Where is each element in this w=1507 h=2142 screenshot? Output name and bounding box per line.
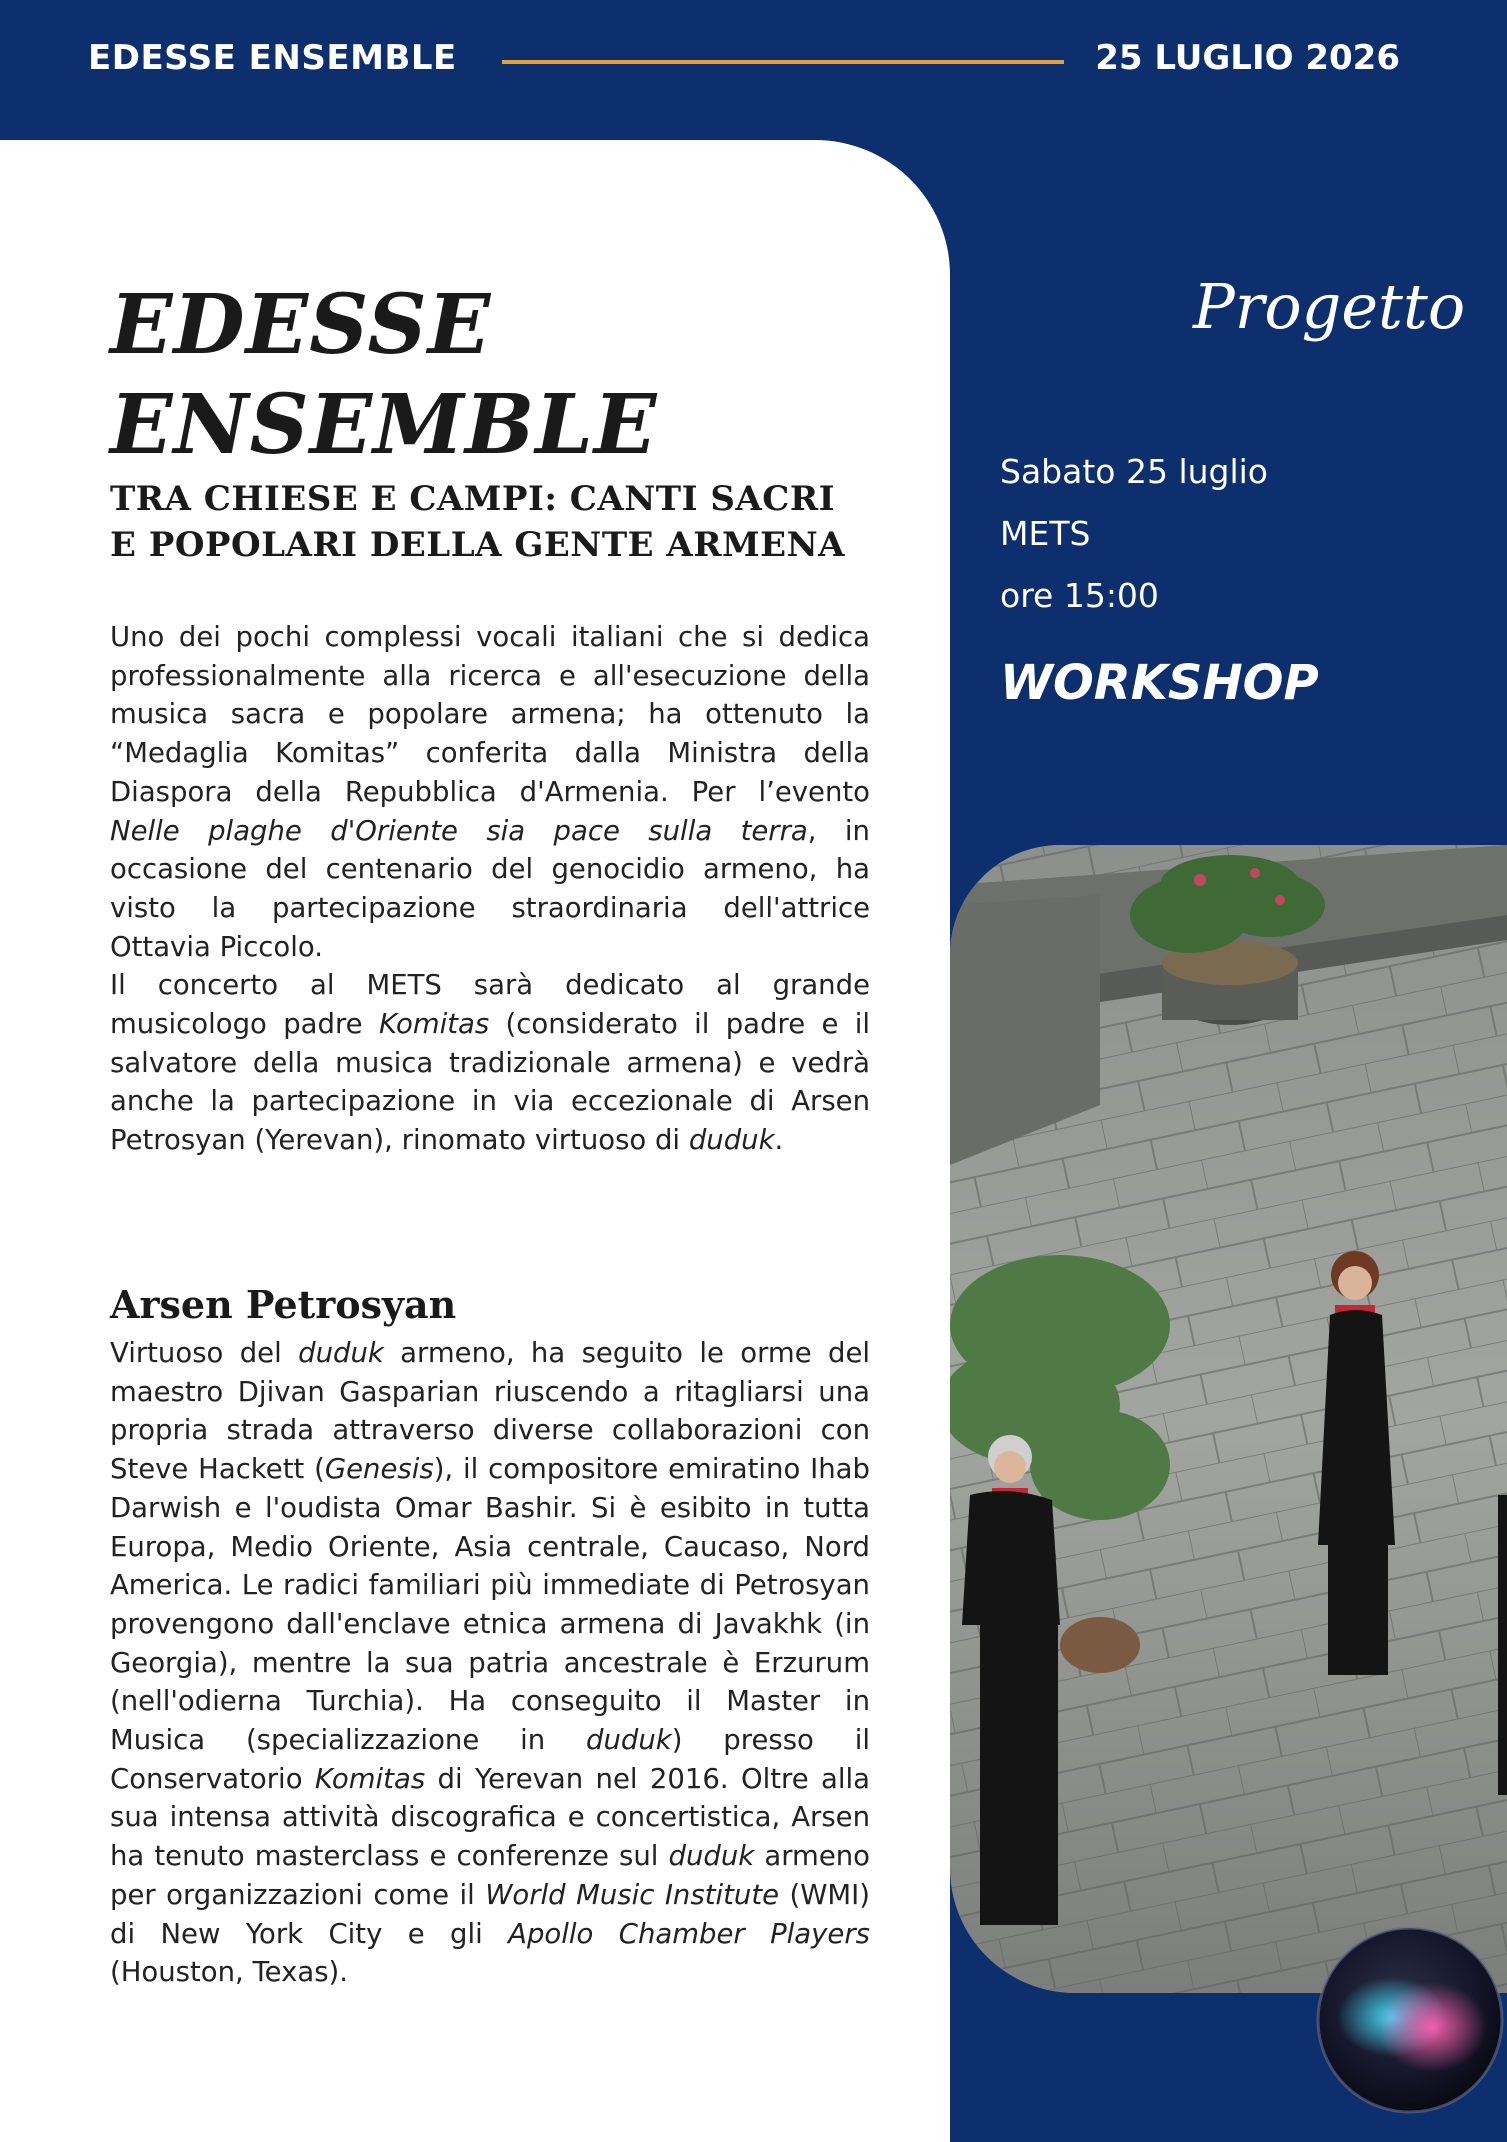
event-venue: METS — [1000, 514, 1091, 553]
ensemble-photo-illustration — [950, 845, 1507, 1993]
page-title-line1: EDESSE — [110, 277, 492, 373]
event-date: Sabato 25 luglio — [1000, 452, 1268, 491]
bio-text: Virtuoso del — [110, 1337, 299, 1369]
orb-badge-icon — [1312, 1922, 1507, 2118]
page-title — [110, 275, 657, 475]
bio-text: armeno, ha seguito le orme del maestro Djivan Gasparian riuscendo a ritagliarsi una propria strada attraverso diverse collaborazioni con Steve Hackett ( — [110, 1337, 871, 1486]
concert-text: (considerato il padre e il salvatore della musica tradizionale armena) e vedrà anche la partecipazione in via eccezionale di Arsen Petrosyan (Yerevan), rinomato virtuoso di — [110, 1008, 870, 1157]
intro-text: , in occasione del centenario del genocidio armeno, ha visto la partecipazione straordinaria dell'attrice Ottavia Piccolo. — [110, 814, 870, 963]
biography-paragraph — [110, 1334, 870, 1992]
bio-text: di Yerevan nel 2016. Oltre alla sua intensa attività discografica e concertistica, Arsen ha tenuto masterclass e conferenze sul — [110, 1762, 870, 1873]
bio-italic: Genesis — [324, 1453, 434, 1486]
bio-italic: duduk — [586, 1724, 672, 1757]
bio-text: ), il compositore emiratino Ihab Darwish e l'oudista Omar Bashir. Si è esibito in tutta Europa, Medio Oriente, Asia centrale, Caucaso, Nord America. Le radici familiari più immediate di Petrosyan provengono dall'enclave etnica armena di Javakhk (in Georgia), mentre la sua patria ancestrale è Erzurum (nell'odierna Turchia). Ha conseguito il Master in Musica (specializzazione in — [110, 1453, 870, 1757]
event-type: WORKSHOP — [1000, 655, 1319, 711]
page-subtitle-line1: TRA CHIESE E CAMPI: CANTI SACRI — [110, 479, 835, 519]
intro-text: Uno dei pochi complessi vocali italiani che si dedica professionalmente alla ricerca e all'esecuzione della musica sacra e popolare armena; ha ottenuto la “Medaglia Komitas” conferita dalla Ministra della Diaspora della Repubblica d'Armenia. Per l’evento — [110, 621, 870, 808]
ensemble-photo — [950, 845, 1507, 1993]
bio-text: armeno per organizzazioni come il — [110, 1840, 870, 1911]
event-title-italic: Nelle plaghe d'Oriente sia pace sulla terra — [110, 814, 808, 847]
duduk-italic: duduk — [688, 1124, 775, 1157]
header-title: EDESSE ENSEMBLE — [88, 38, 457, 78]
intro-paragraph — [110, 618, 870, 966]
bio-italic: Komitas — [314, 1762, 426, 1795]
bio-text: (Houston, Texas). — [110, 1956, 348, 1989]
bio-italic: duduk — [668, 1840, 755, 1873]
concert-text: . — [774, 1124, 784, 1157]
concert-paragraph — [110, 966, 870, 1160]
bio-italic: duduk — [298, 1337, 384, 1369]
intro-paragraphs — [110, 618, 870, 1160]
concert-text: Il concerto al METS sarà dedicato al grande musicologo padre — [110, 969, 870, 1041]
event-time: ore 15:00 — [1000, 576, 1159, 615]
page-subtitle-line2: E POPOLARI DELLA GENTE ARMENA — [110, 525, 846, 565]
bio-text: ) presso il Conservatorio — [110, 1724, 870, 1795]
bio-italic: World Music Institute — [485, 1878, 780, 1911]
header-date: 25 LUGLIO 2026 — [1095, 38, 1400, 78]
section-heading-arsen: Arsen Petrosyan — [110, 1282, 457, 1327]
page-title-line2: ENSEMBLE — [110, 377, 658, 473]
project-label: Progetto — [1193, 270, 1466, 343]
page-subtitle — [110, 476, 910, 568]
header-bar — [0, 0, 1507, 140]
bio-italic: Apollo Chamber Players — [508, 1917, 870, 1950]
komitas-italic: Komitas — [378, 1008, 490, 1041]
header-divider-line — [502, 60, 1064, 64]
bio-text: (WMI) di New York City e gli — [110, 1878, 870, 1950]
